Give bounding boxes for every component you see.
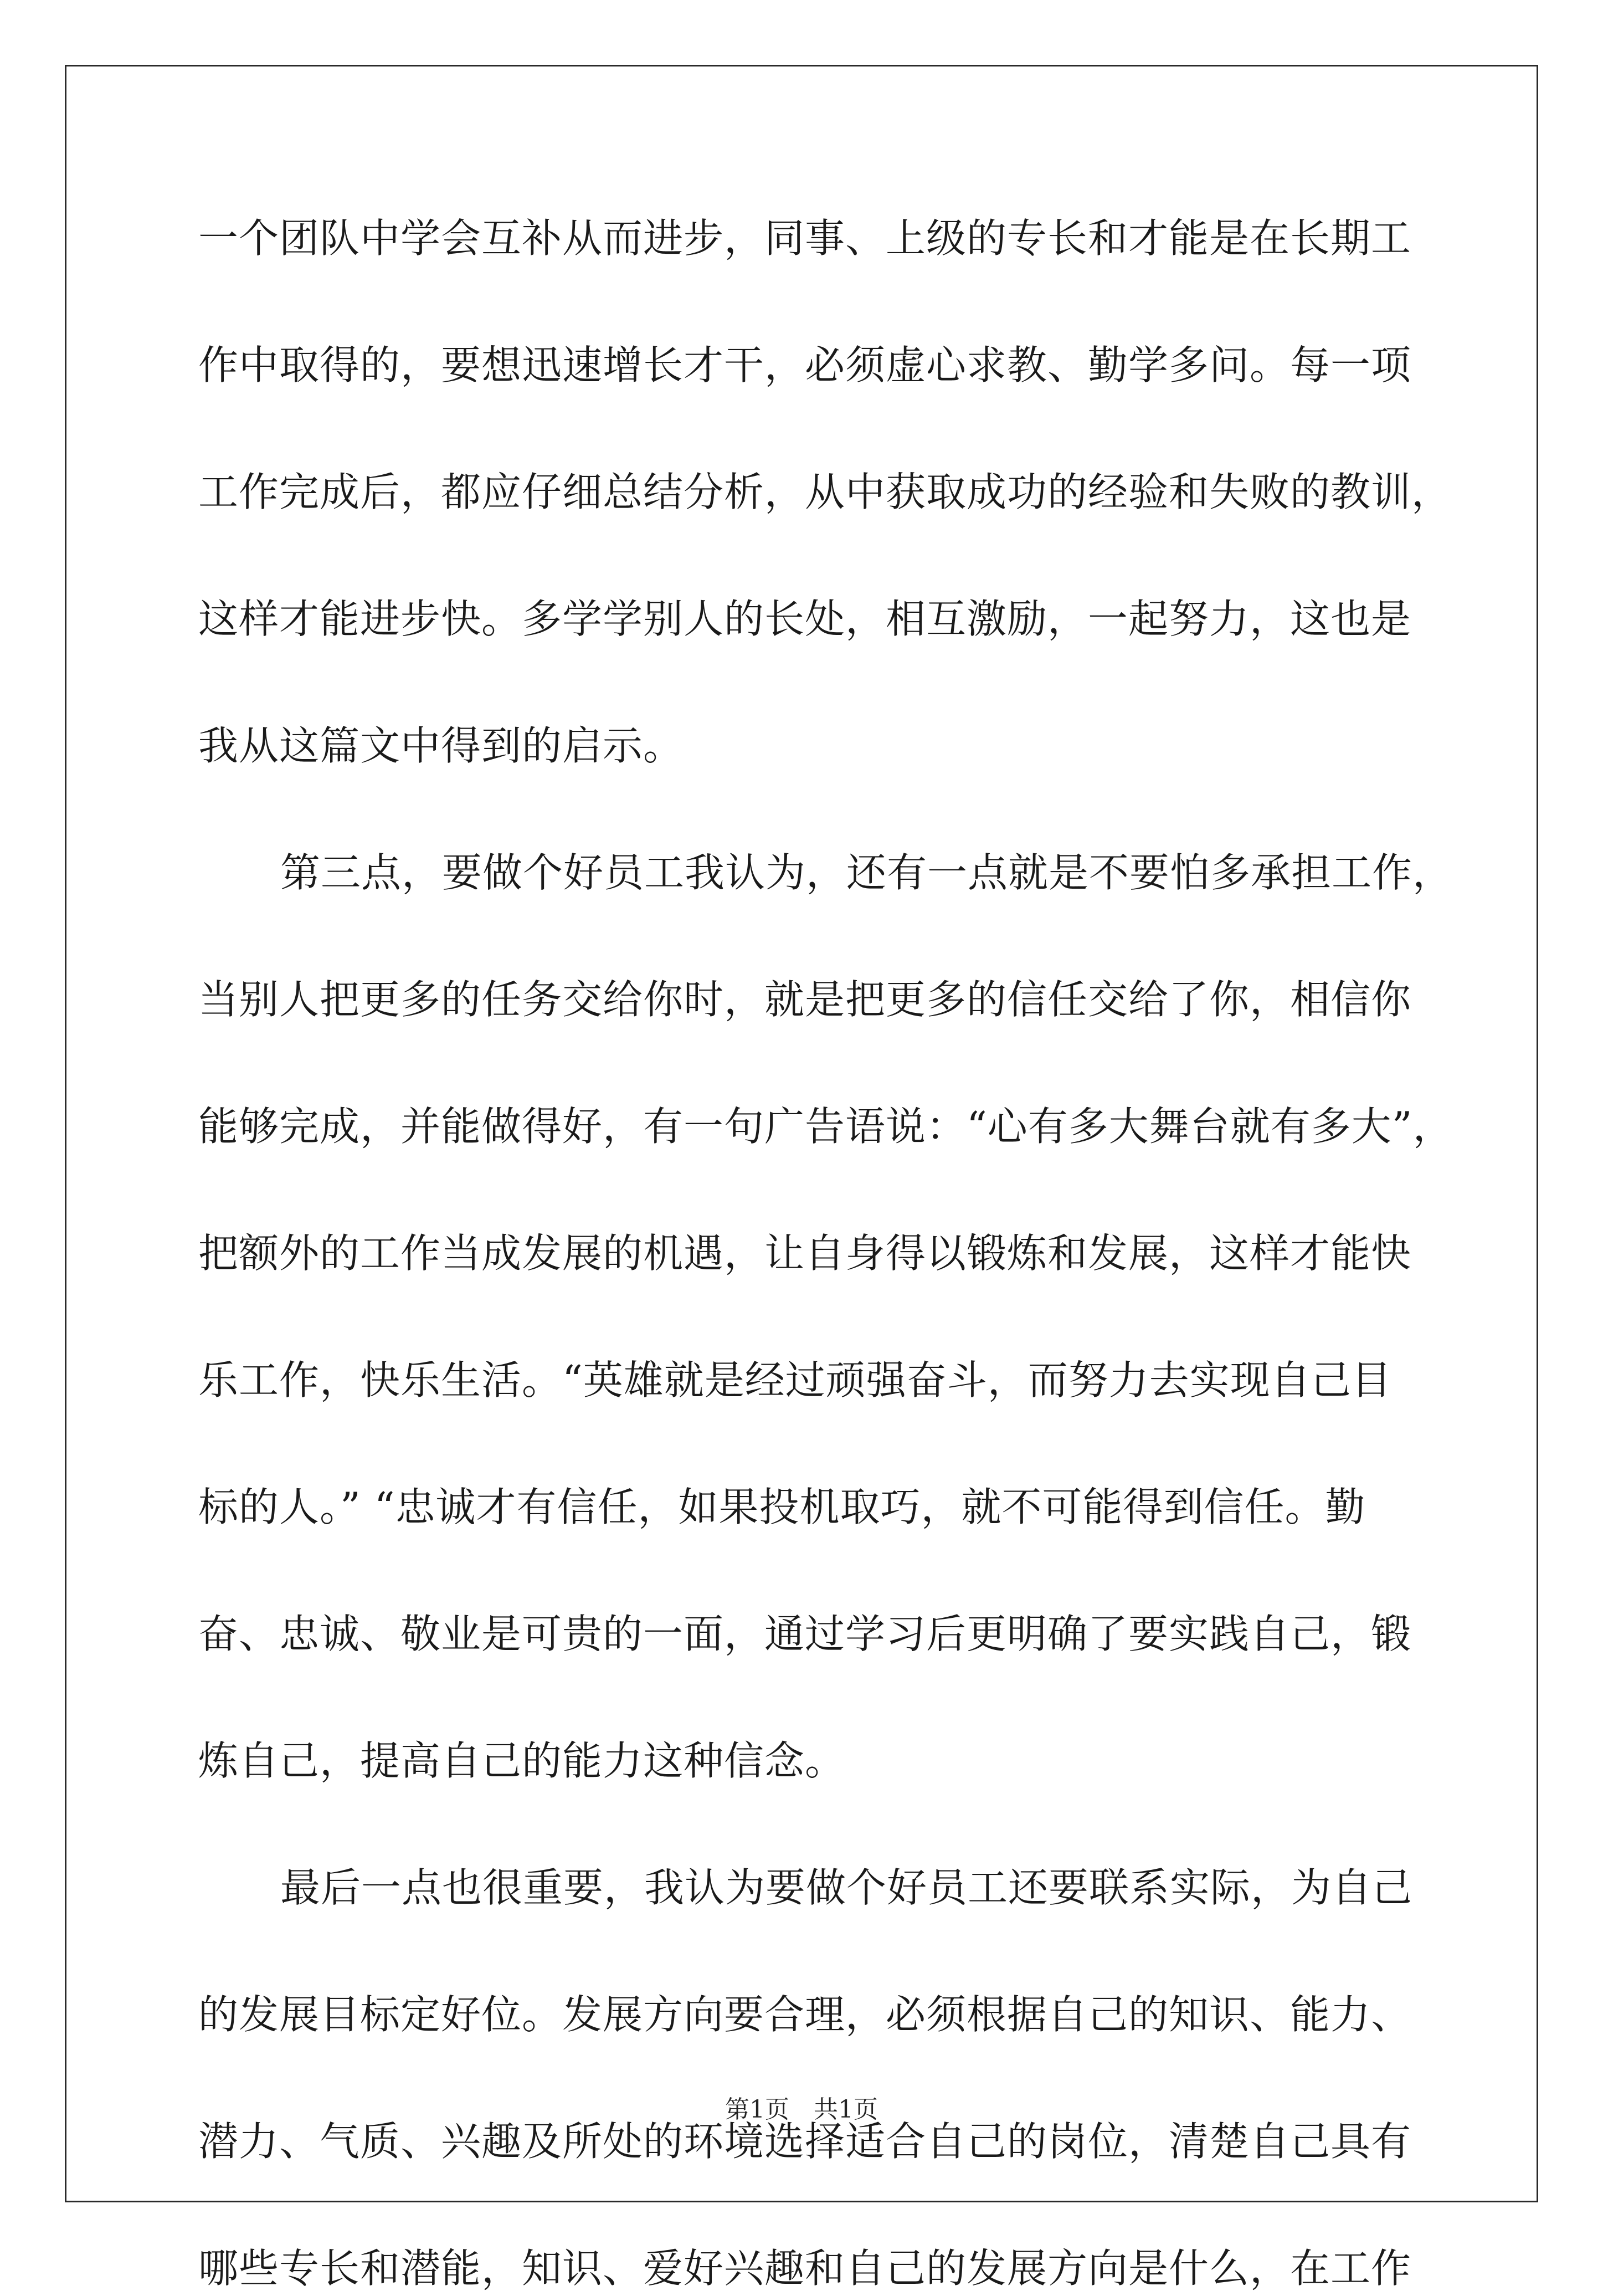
text-line: 炼自己，提高自己的能力这种信念。 [198, 1738, 846, 1784]
text-line: 的发展目标定好位。发展方向要合理，必须根据自己的知识、能力、 [198, 1991, 1412, 2038]
text-line: 潜力、气质、兴趣及所处的环境选择适合自己的岗位，清楚自己具有 [198, 2118, 1412, 2165]
text-line: 这样才能进步快。多学学别人的长处，相互激励，一起努力，这也是 [198, 596, 1412, 642]
paragraph-first-line: 第三点，要做个好员工我认为，还有一点就是不要怕多承担工作， [280, 849, 1453, 896]
text-line: 能够完成，并能做得好，有一句广告语说：“心有多大舞台就有多大”， [198, 1103, 1453, 1150]
text-line: 我从这篇文中得到的启示。 [198, 722, 684, 769]
text-line: 当别人把更多的任务交给你时，就是把更多的信任交给了你，相信你 [198, 976, 1412, 1023]
paragraph-first-line: 最后一点也很重要，我认为要做个好员工还要联系实际，为自己 [280, 1864, 1413, 1911]
text-line: 把额外的工作当成发展的机遇，让自身得以锻炼和发展，这样才能快 [198, 1230, 1412, 1277]
text-line: 工作完成后，都应仔细总结分析，从中获取成功的经验和失败的教训， [198, 469, 1452, 515]
text-line: 作中取得的，要想迅速增长才干，必须虚心求教、勤学多问。每一项 [198, 342, 1412, 388]
text-line: 哪些专长和潜能，知识、爱好兴趣和自己的发展方向是什么，在工作 [198, 2245, 1412, 2292]
text-line: 标的人。” “忠诚才有信任，如果投机取巧，就不可能得到信任。勤 [198, 1484, 1366, 1530]
text-line: 奋、忠诚、敬业是可贵的一面，通过学习后更明确了要实践自己，锻 [198, 1611, 1412, 1657]
page-number: 第1页 共1页 [725, 2095, 878, 2124]
text-line: 一个团队中学会互补从而进步，同事、上级的专长和才能是在长期工 [198, 215, 1412, 262]
text-line: 乐工作，快乐生活。“英雄就是经过顽强奋斗，而努力去实现自己目 [198, 1357, 1392, 1403]
